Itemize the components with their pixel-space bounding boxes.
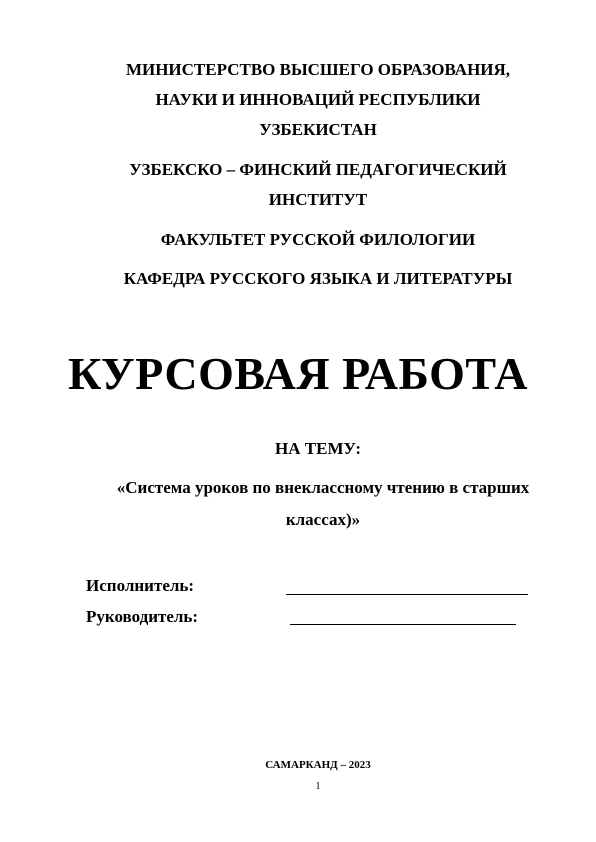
- faculty-title: ФАКУЛЬТЕТ РУССКОЙ ФИЛОЛОГИИ: [160, 230, 476, 249]
- topic-line-1: «Система уроков по внеклассному чтению в старших: [116, 478, 530, 497]
- city-year-footer: САМАРКАНД – 2023: [265, 759, 371, 771]
- document-type-heading: КУРСОВАЯ РАБОТА: [68, 348, 528, 399]
- supervisor-signature-line: [290, 624, 516, 625]
- topic-label: НА ТЕМУ:: [275, 439, 361, 458]
- page-number: 1: [315, 781, 321, 792]
- topic-line-2: классах)»: [285, 510, 361, 529]
- ministry-title: [20, 55, 596, 145]
- ministry-line-2: НАУКИ И ИННОВАЦИЙ РЕСПУБЛИКИ: [155, 90, 481, 109]
- topic-title: [25, 472, 596, 536]
- institute-line-2: ИНСТИТУТ: [268, 190, 368, 209]
- supervisor-label: Руководитель:: [86, 607, 199, 626]
- ministry-line-3: УЗБЕКИСТАН: [259, 120, 377, 139]
- ministry-line-1: МИНИСТЕРСТВО ВЫСШЕГО ОБРАЗОВАНИЯ,: [125, 60, 511, 79]
- department-title: КАФЕДРА РУССКОГО ЯЗЫКА И ЛИТЕРАТУРЫ: [123, 269, 513, 288]
- performer-label: Исполнитель:: [86, 576, 195, 595]
- institute-line-1: УЗБЕКСКО – ФИНСКИЙ ПЕДАГОГИЧЕСКИЙ: [129, 160, 507, 179]
- institute-title: [20, 155, 596, 215]
- performer-signature-line: [286, 594, 528, 595]
